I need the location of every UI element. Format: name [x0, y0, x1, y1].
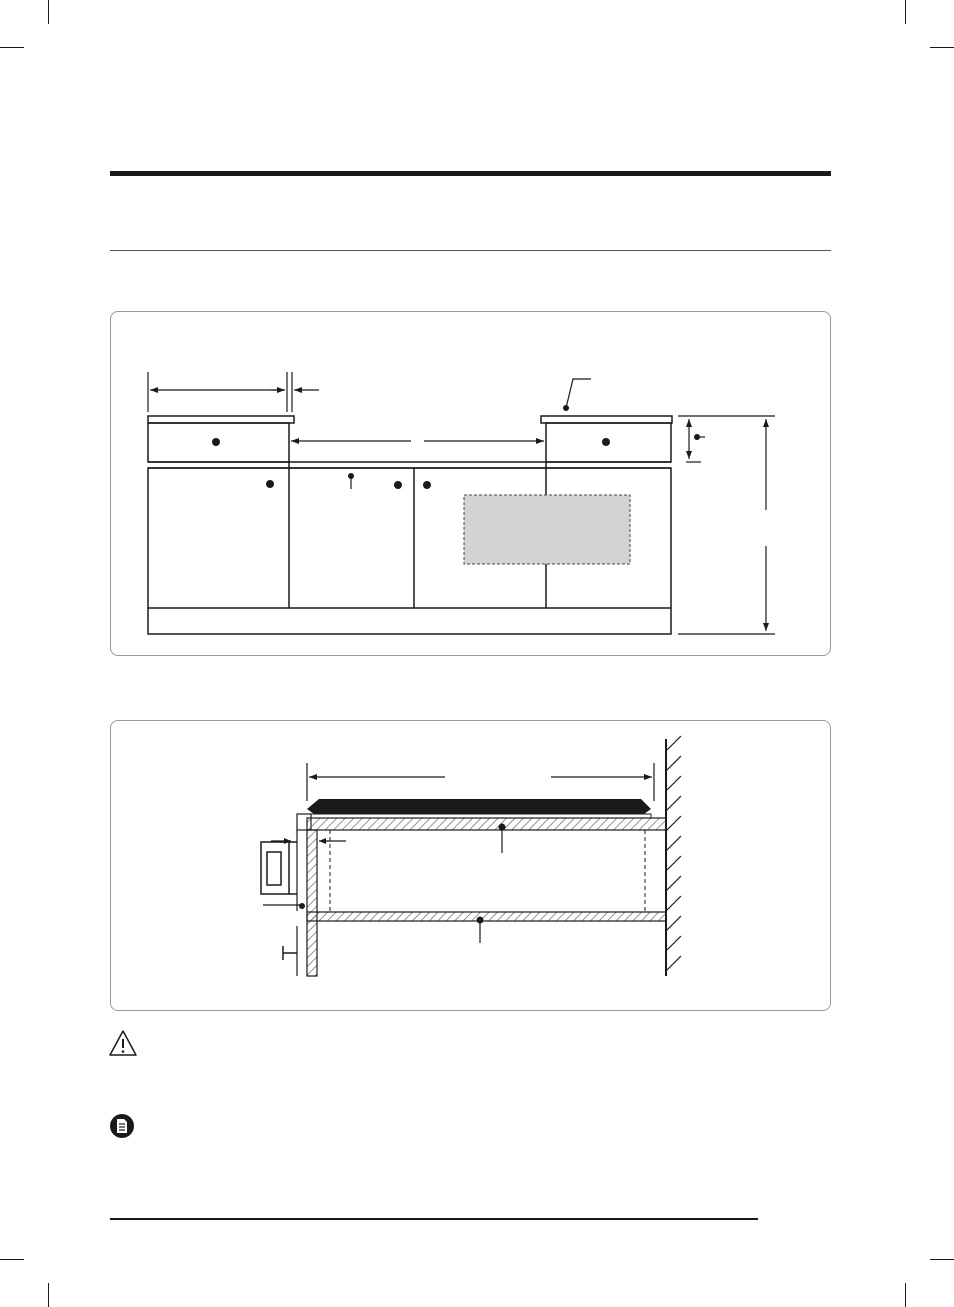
arrowhead [686, 451, 692, 459]
countertop-slab [307, 818, 666, 830]
callout-dot-oven-door [423, 481, 431, 489]
left-countertop [148, 416, 294, 423]
crop-mark-top-right-v [905, 0, 906, 24]
shelf [307, 912, 666, 921]
side-section-panel [110, 720, 831, 1011]
arrowhead [309, 774, 317, 780]
arrowhead [686, 419, 692, 427]
warning-triangle-icon [108, 1028, 138, 1058]
section-title-rule [110, 171, 831, 176]
crop-mark-top-right-h [930, 47, 954, 48]
hob-section-diagram [111, 721, 830, 1010]
arrowhead [763, 623, 769, 631]
callout-dot-left-door [266, 480, 274, 488]
right-countertop [541, 416, 672, 423]
subsection-rule [110, 250, 831, 251]
wall-hatching [666, 736, 681, 971]
arrowhead [294, 387, 302, 393]
note-icon [108, 1112, 138, 1142]
arrowhead [277, 387, 285, 393]
arrowhead [536, 438, 544, 444]
arrowhead [291, 438, 299, 444]
cabinet-front-diagram [111, 312, 830, 655]
footer-rule [110, 1218, 758, 1220]
counter-edge-leader [566, 379, 591, 408]
callout-dot-middle-door [394, 481, 402, 489]
hob-glass [307, 799, 651, 814]
callout-dot-front-panel [299, 903, 305, 909]
arrowhead [150, 387, 158, 393]
arrowhead [319, 838, 326, 844]
crop-mark-bottom-left-v [48, 1283, 49, 1307]
crop-mark-bottom-left-h [0, 1259, 24, 1260]
crop-mark-top-left-h [0, 47, 24, 48]
callout-dot-right-drawer [602, 438, 610, 446]
arrowhead [644, 774, 652, 780]
crop-mark-bottom-right-h [930, 1259, 954, 1260]
oven-cutout [464, 495, 630, 564]
front-view-panel [110, 311, 831, 656]
drawer-handle-inner [267, 852, 281, 885]
cabinet-front-panel [307, 830, 317, 976]
crop-mark-top-left-v [48, 0, 49, 24]
arrowhead [763, 419, 769, 427]
callout-dot-left-drawer [212, 438, 220, 446]
crop-mark-bottom-right-v [905, 1283, 906, 1307]
